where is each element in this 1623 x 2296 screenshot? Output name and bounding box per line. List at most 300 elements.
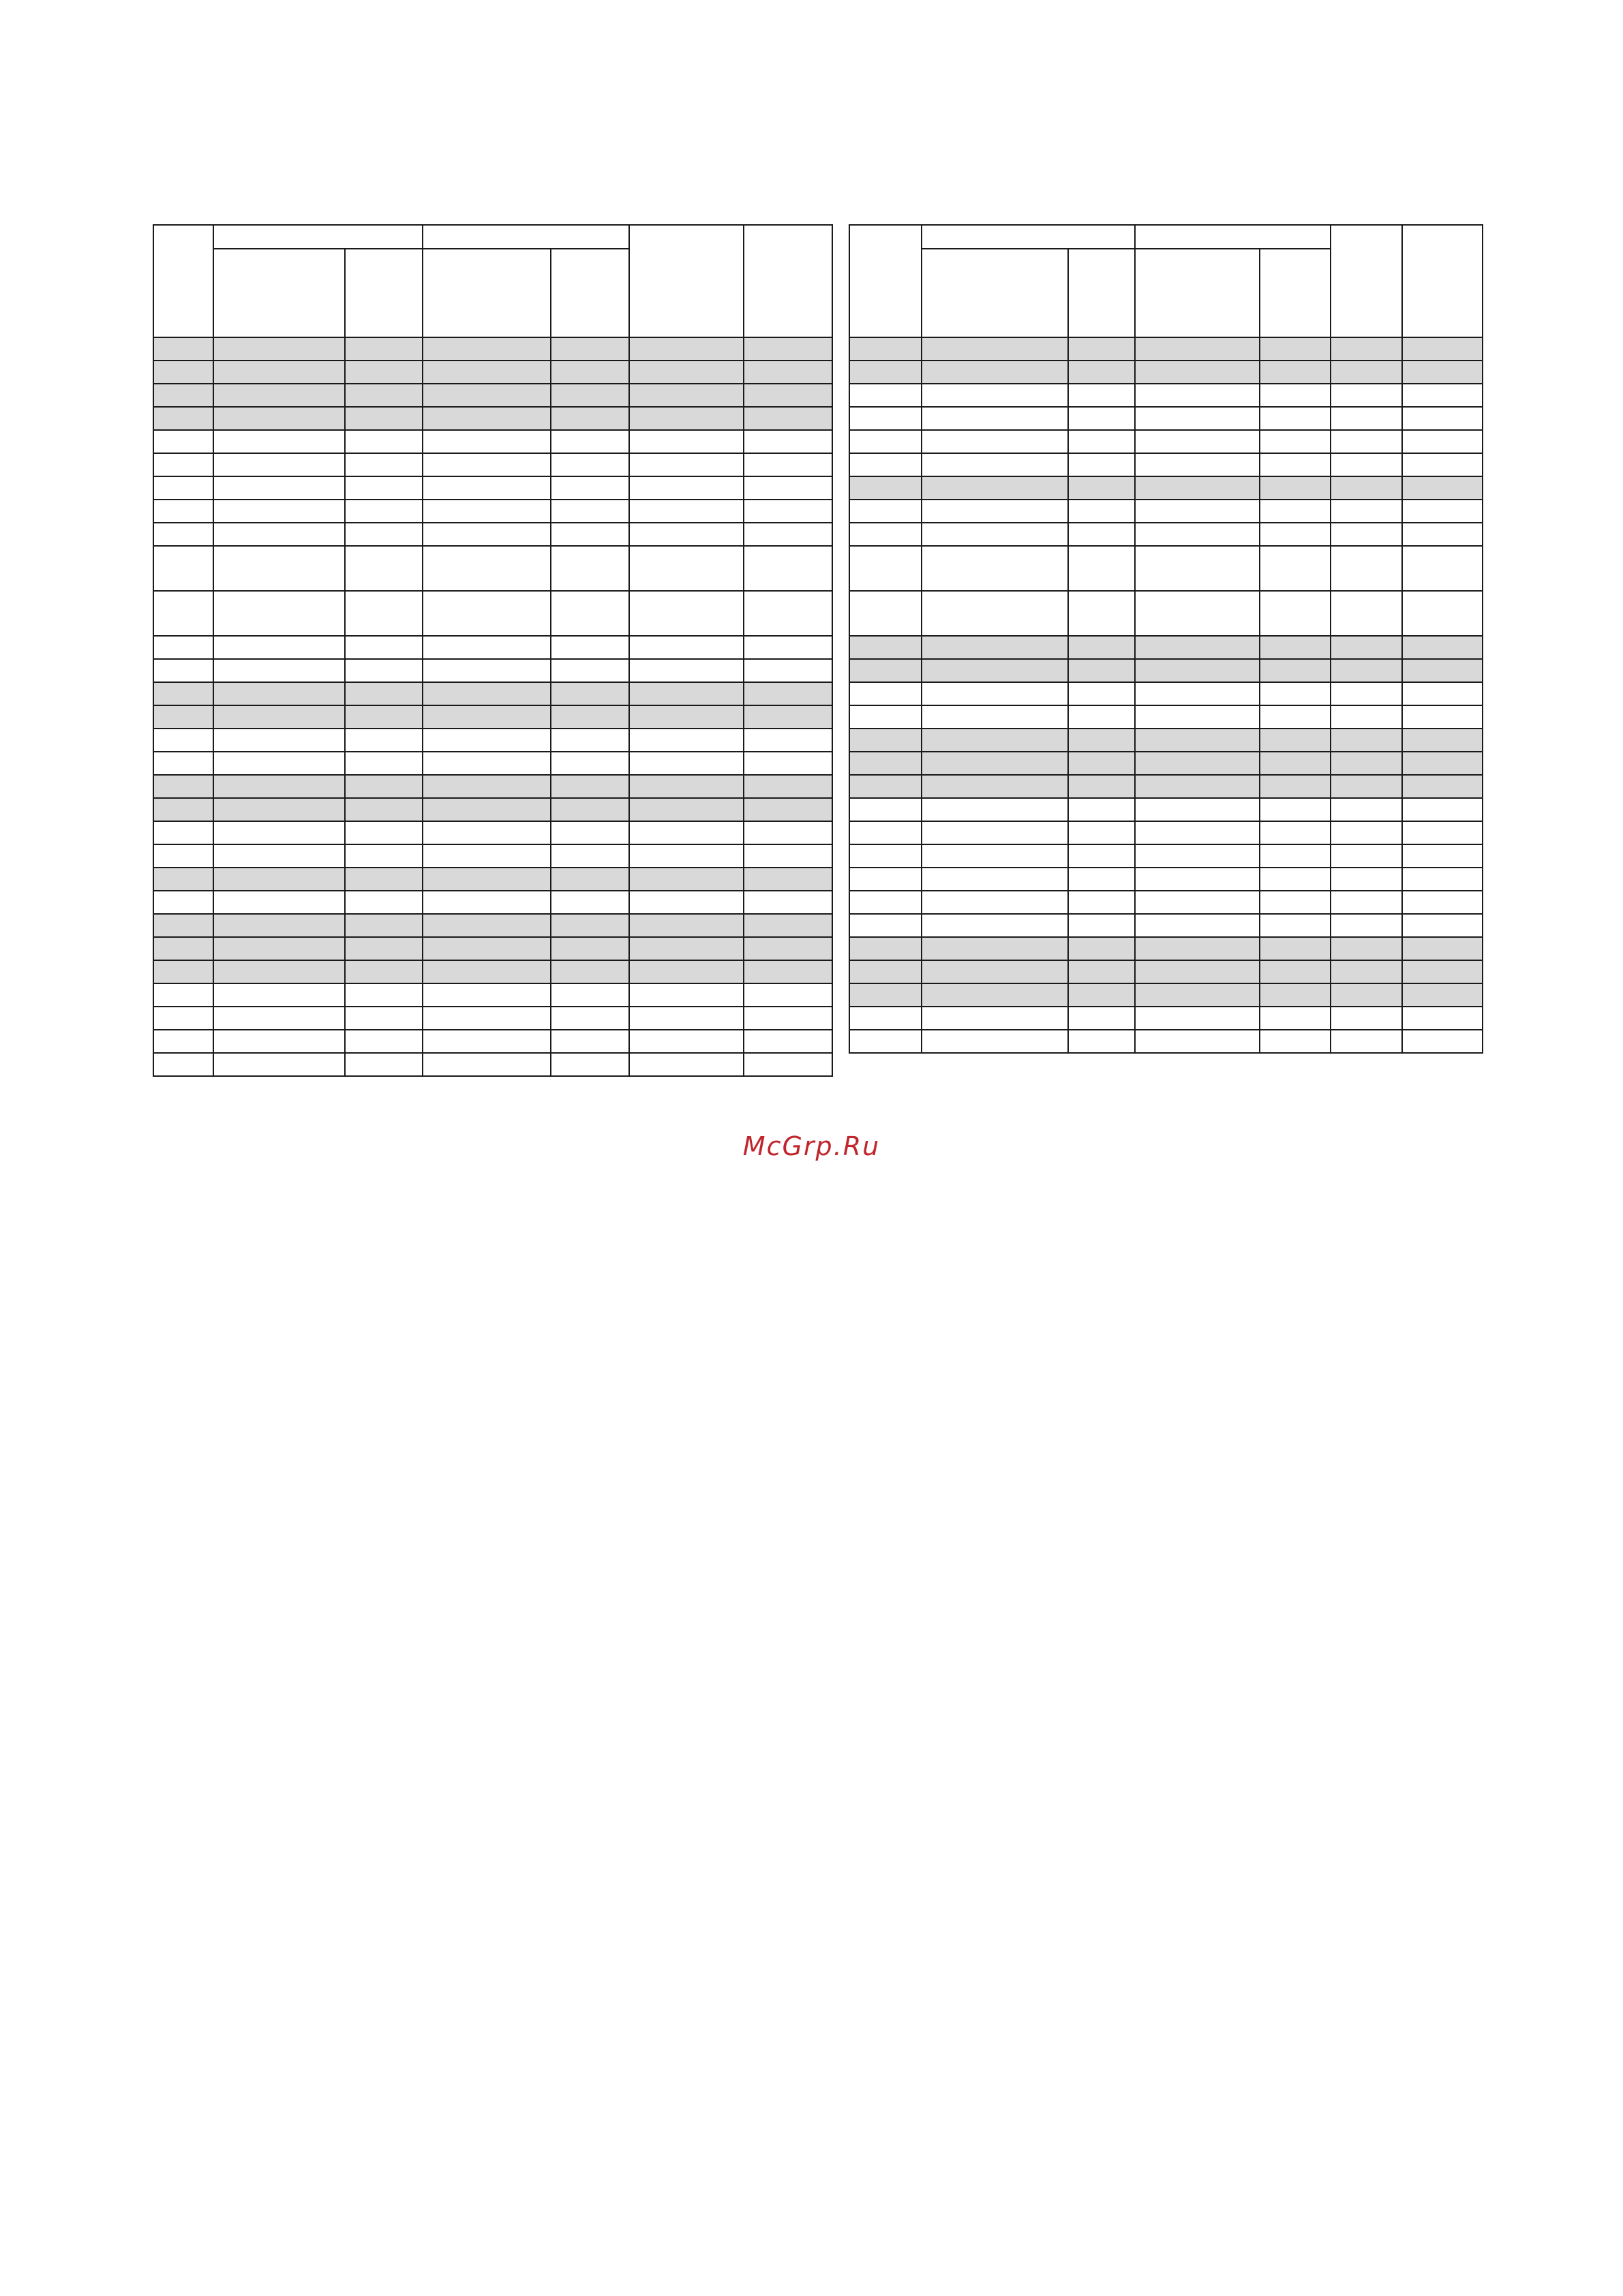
table-cell — [922, 407, 1068, 430]
table-row — [849, 636, 1483, 659]
table-row — [153, 453, 832, 476]
table-cell — [629, 407, 744, 430]
table-cell — [1068, 914, 1135, 937]
table-row — [849, 983, 1483, 1007]
table-row — [153, 868, 832, 891]
table-cell — [922, 868, 1068, 891]
table-cell — [1331, 705, 1402, 729]
table-cell — [1135, 844, 1260, 868]
table-cell — [1135, 983, 1260, 1007]
table-cell — [1402, 844, 1483, 868]
table-cell — [213, 798, 345, 821]
table-cell — [849, 983, 922, 1007]
table-cell — [551, 546, 629, 591]
table-cell — [744, 384, 832, 407]
table-cell — [1135, 1030, 1260, 1053]
table-cell — [551, 868, 629, 891]
table-cell — [849, 914, 922, 937]
table-cell — [849, 752, 922, 775]
table-cell — [551, 591, 629, 636]
table-cell — [345, 821, 423, 844]
table-cell — [345, 591, 423, 636]
table-cell — [153, 821, 213, 844]
table-cell — [153, 844, 213, 868]
table-cell — [423, 636, 551, 659]
table-cell — [1135, 523, 1260, 546]
table-cell — [1135, 960, 1260, 983]
table-row — [153, 983, 832, 1007]
header-cell — [551, 249, 629, 337]
table-cell — [744, 500, 832, 523]
table-cell — [629, 752, 744, 775]
table-cell — [1260, 705, 1331, 729]
table-row — [849, 523, 1483, 546]
table-cell — [1260, 500, 1331, 523]
table-row — [153, 891, 832, 914]
table-cell — [1135, 914, 1260, 937]
table-cell — [1402, 914, 1483, 937]
table-cell — [551, 1007, 629, 1030]
table-cell — [423, 983, 551, 1007]
table-cell — [922, 775, 1068, 798]
table-cell — [744, 798, 832, 821]
table-cell — [922, 546, 1068, 591]
table-cell — [922, 960, 1068, 983]
table-row — [849, 729, 1483, 752]
table-cell — [551, 891, 629, 914]
table-cell — [213, 361, 345, 384]
table-row — [849, 914, 1483, 937]
header-group-cell — [213, 225, 423, 249]
table-cell — [153, 1030, 213, 1053]
table-cell — [744, 729, 832, 752]
table-cell — [153, 361, 213, 384]
table-cell — [153, 1053, 213, 1076]
table-cell — [629, 891, 744, 914]
table-cell — [629, 844, 744, 868]
table-cell — [1135, 891, 1260, 914]
table-cell — [423, 752, 551, 775]
table-cell — [1068, 775, 1135, 798]
header-cell — [153, 225, 213, 337]
table-cell — [1068, 937, 1135, 960]
table-cell — [744, 682, 832, 705]
table-cell — [1260, 1007, 1331, 1030]
table-cell — [551, 983, 629, 1007]
table-cell — [551, 384, 629, 407]
table-cell — [744, 891, 832, 914]
table-row — [153, 384, 832, 407]
table-cell — [1068, 891, 1135, 914]
table-cell — [922, 1007, 1068, 1030]
table-cell — [1068, 705, 1135, 729]
table-cell — [629, 1053, 744, 1076]
table-cell — [1402, 476, 1483, 500]
table-row — [153, 960, 832, 983]
table-cell — [1402, 361, 1483, 384]
table-cell — [629, 430, 744, 453]
table-cell — [1331, 337, 1402, 361]
table-cell — [423, 960, 551, 983]
header-cell — [423, 249, 551, 337]
header-cell — [1331, 225, 1402, 337]
table-cell — [1402, 775, 1483, 798]
header-cell — [1068, 249, 1135, 337]
table-cell — [1135, 453, 1260, 476]
table-cell — [213, 682, 345, 705]
table-cell — [551, 775, 629, 798]
table-cell — [1135, 752, 1260, 775]
table-cell — [1260, 476, 1331, 500]
table-cell — [744, 705, 832, 729]
table-cell — [1331, 500, 1402, 523]
table-cell — [345, 868, 423, 891]
table-cell — [1402, 337, 1483, 361]
table-cell — [1331, 659, 1402, 682]
table-cell — [744, 1053, 832, 1076]
table-cell — [1135, 729, 1260, 752]
table-row — [153, 821, 832, 844]
table-cell — [1402, 523, 1483, 546]
table-cell — [153, 523, 213, 546]
table-cell — [629, 500, 744, 523]
table-cell — [1260, 798, 1331, 821]
table-cell — [1260, 636, 1331, 659]
left-table — [153, 224, 833, 1077]
header-cell — [345, 249, 423, 337]
table-cell — [1260, 337, 1331, 361]
table-cell — [629, 523, 744, 546]
table-row — [153, 844, 832, 868]
table-cell — [922, 798, 1068, 821]
table-cell — [153, 591, 213, 636]
table-cell — [551, 1053, 629, 1076]
table-cell — [744, 914, 832, 937]
table-cell — [629, 729, 744, 752]
table-cell — [213, 430, 345, 453]
table-cell — [922, 937, 1068, 960]
table-cell — [922, 705, 1068, 729]
table-row — [849, 682, 1483, 705]
table-cell — [345, 523, 423, 546]
header-cell — [922, 249, 1068, 337]
table-cell — [1068, 868, 1135, 891]
table-cell — [551, 821, 629, 844]
table-cell — [1135, 500, 1260, 523]
table-cell — [153, 960, 213, 983]
header-row — [153, 225, 832, 249]
table-cell — [629, 636, 744, 659]
table-cell — [629, 821, 744, 844]
table-cell — [1331, 636, 1402, 659]
table-cell — [922, 384, 1068, 407]
table-cell — [1068, 752, 1135, 775]
table-row — [849, 500, 1483, 523]
table-cell — [849, 1030, 922, 1053]
table-cell — [629, 453, 744, 476]
table-cell — [1260, 868, 1331, 891]
table-cell — [1260, 821, 1331, 844]
table-cell — [922, 752, 1068, 775]
table-cell — [551, 523, 629, 546]
table-cell — [1135, 384, 1260, 407]
table-cell — [1331, 844, 1402, 868]
table-cell — [1331, 361, 1402, 384]
table-cell — [1331, 960, 1402, 983]
table-cell — [1402, 636, 1483, 659]
table-cell — [551, 844, 629, 868]
table-cell — [629, 960, 744, 983]
table-cell — [345, 636, 423, 659]
table-cell — [345, 476, 423, 500]
table-cell — [1331, 546, 1402, 591]
table-row — [849, 430, 1483, 453]
table-cell — [629, 591, 744, 636]
right-table — [849, 224, 1483, 1054]
table-cell — [922, 844, 1068, 868]
table-cell — [1135, 705, 1260, 729]
table-cell — [153, 636, 213, 659]
table-cell — [213, 1007, 345, 1030]
table-cell — [345, 914, 423, 937]
table-cell — [922, 453, 1068, 476]
table-cell — [551, 682, 629, 705]
table-row — [153, 500, 832, 523]
table-row — [153, 752, 832, 775]
table-cell — [849, 337, 922, 361]
table-cell — [213, 821, 345, 844]
table-cell — [213, 752, 345, 775]
table-cell — [922, 500, 1068, 523]
table-cell — [629, 361, 744, 384]
table-row — [849, 960, 1483, 983]
table-cell — [551, 752, 629, 775]
table-cell — [1402, 891, 1483, 914]
table-cell — [153, 798, 213, 821]
table-cell — [1402, 546, 1483, 591]
table-cell — [629, 1007, 744, 1030]
table-cell — [744, 752, 832, 775]
table-cell — [629, 476, 744, 500]
table-cell — [1068, 682, 1135, 705]
table-cell — [744, 523, 832, 546]
table-cell — [423, 705, 551, 729]
table-cell — [849, 453, 922, 476]
table-row — [849, 937, 1483, 960]
table-cell — [629, 937, 744, 960]
table-cell — [1402, 752, 1483, 775]
table-cell — [849, 591, 922, 636]
table-cell — [1068, 361, 1135, 384]
table-cell — [153, 659, 213, 682]
table-cell — [744, 937, 832, 960]
table-cell — [1068, 729, 1135, 752]
table-cell — [922, 682, 1068, 705]
header-row — [849, 225, 1483, 249]
table-cell — [423, 891, 551, 914]
table-cell — [153, 1007, 213, 1030]
table-cell — [1068, 407, 1135, 430]
table-cell — [1135, 430, 1260, 453]
table-cell — [213, 868, 345, 891]
table-cell — [629, 337, 744, 361]
table-cell — [1260, 891, 1331, 914]
table-row — [153, 937, 832, 960]
table-cell — [922, 591, 1068, 636]
table-cell — [551, 500, 629, 523]
table-cell — [744, 1030, 832, 1053]
table-cell — [345, 983, 423, 1007]
table-cell — [1402, 407, 1483, 430]
table-row — [153, 1053, 832, 1076]
table-cell — [551, 636, 629, 659]
table-cell — [629, 798, 744, 821]
table-cell — [1260, 937, 1331, 960]
table-cell — [153, 937, 213, 960]
table-cell — [423, 682, 551, 705]
table-cell — [423, 868, 551, 891]
table-cell — [153, 891, 213, 914]
table-cell — [423, 798, 551, 821]
table-cell — [1331, 891, 1402, 914]
table-cell — [1068, 384, 1135, 407]
table-cell — [1260, 591, 1331, 636]
table-cell — [213, 937, 345, 960]
table-cell — [551, 407, 629, 430]
table-cell — [423, 937, 551, 960]
table-cell — [1402, 430, 1483, 453]
table-cell — [849, 523, 922, 546]
table-cell — [1402, 659, 1483, 682]
table-cell — [345, 546, 423, 591]
table-cell — [551, 430, 629, 453]
table-row — [849, 775, 1483, 798]
table-cell — [551, 937, 629, 960]
table-cell — [1331, 523, 1402, 546]
table-cell — [1068, 430, 1135, 453]
table-cell — [551, 361, 629, 384]
table-cell — [849, 705, 922, 729]
table-row — [153, 476, 832, 500]
table-cell — [153, 868, 213, 891]
table-cell — [1331, 1007, 1402, 1030]
table-cell — [922, 476, 1068, 500]
table-cell — [849, 1007, 922, 1030]
table-cell — [551, 960, 629, 983]
table-cell — [213, 523, 345, 546]
table-cell — [153, 407, 213, 430]
table-cell — [1331, 729, 1402, 752]
table-cell — [551, 659, 629, 682]
table-cell — [1402, 591, 1483, 636]
table-cell — [213, 729, 345, 752]
table-cell — [213, 384, 345, 407]
table-cell — [1068, 476, 1135, 500]
table-cell — [1402, 500, 1483, 523]
table-cell — [1260, 453, 1331, 476]
table-cell — [423, 453, 551, 476]
table-cell — [213, 775, 345, 798]
header-cell — [1260, 249, 1331, 337]
table-cell — [1260, 659, 1331, 682]
table-cell — [1331, 430, 1402, 453]
table-cell — [1068, 659, 1135, 682]
table-cell — [213, 983, 345, 1007]
table-cell — [551, 798, 629, 821]
table-row — [849, 844, 1483, 868]
table-cell — [153, 476, 213, 500]
table-row — [153, 729, 832, 752]
table-cell — [423, 775, 551, 798]
table-cell — [551, 705, 629, 729]
table-cell — [1260, 546, 1331, 591]
table-cell — [1135, 361, 1260, 384]
table-cell — [1402, 453, 1483, 476]
table-cell — [345, 844, 423, 868]
table-cell — [345, 775, 423, 798]
table-cell — [1068, 1030, 1135, 1053]
table-cell — [1135, 659, 1260, 682]
table-cell — [1402, 868, 1483, 891]
table-cell — [1260, 914, 1331, 937]
table-row — [153, 546, 832, 591]
table-cell — [1135, 1007, 1260, 1030]
table-cell — [213, 453, 345, 476]
table-row — [153, 705, 832, 729]
table-cell — [345, 891, 423, 914]
table-cell — [849, 891, 922, 914]
table-cell — [1331, 983, 1402, 1007]
table-cell — [423, 523, 551, 546]
header-group-cell — [423, 225, 629, 249]
table-cell — [213, 407, 345, 430]
table-cell — [213, 591, 345, 636]
table-cell — [629, 983, 744, 1007]
table-cell — [345, 1007, 423, 1030]
table-cell — [849, 868, 922, 891]
table-row — [849, 659, 1483, 682]
table-row — [849, 384, 1483, 407]
table-cell — [1402, 729, 1483, 752]
table-cell — [345, 337, 423, 361]
table-cell — [1068, 337, 1135, 361]
table-cell — [1068, 960, 1135, 983]
table-cell — [153, 752, 213, 775]
table-cell — [1402, 937, 1483, 960]
table-cell — [213, 546, 345, 591]
table-cell — [629, 682, 744, 705]
table-cell — [744, 546, 832, 591]
table-cell — [849, 361, 922, 384]
table-cell — [153, 430, 213, 453]
table-cell — [345, 430, 423, 453]
table-row — [153, 407, 832, 430]
table-cell — [345, 798, 423, 821]
table-row — [153, 636, 832, 659]
table-cell — [551, 337, 629, 361]
header-cell — [1402, 225, 1483, 337]
table-cell — [345, 729, 423, 752]
table-cell — [1402, 960, 1483, 983]
table-cell — [744, 430, 832, 453]
table-cell — [153, 384, 213, 407]
header-cell — [629, 225, 744, 337]
table-cell — [1068, 636, 1135, 659]
table-cell — [551, 1030, 629, 1053]
table-cell — [1135, 337, 1260, 361]
table-row — [153, 682, 832, 705]
table-cell — [213, 891, 345, 914]
